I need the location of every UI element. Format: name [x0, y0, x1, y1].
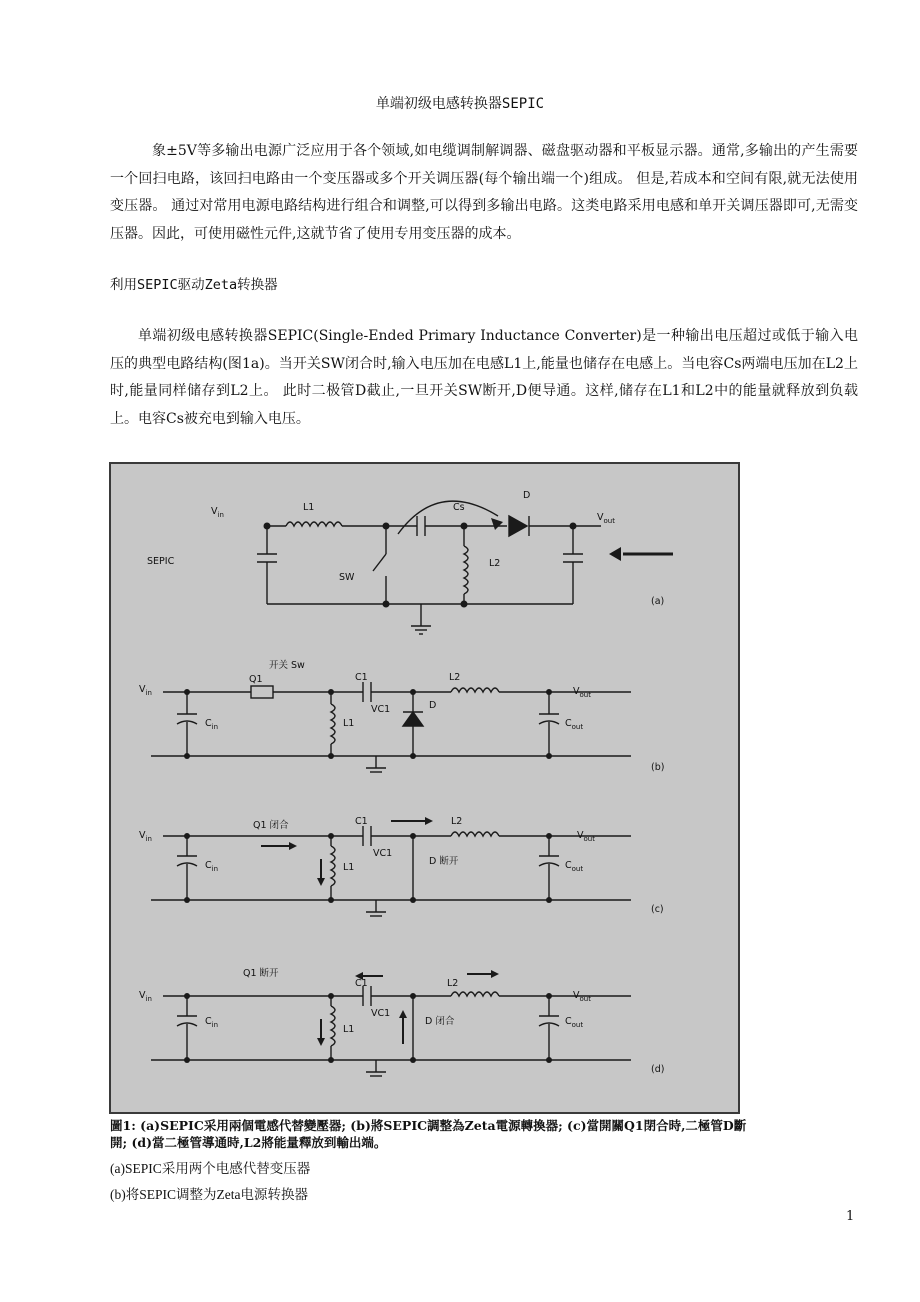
d-vin-label: $V_{in}$: [139, 990, 152, 1003]
d-vc1-label: VC1: [371, 1008, 391, 1019]
c-c1-label: C1: [355, 816, 368, 827]
d-d-label: D 闭合: [425, 1016, 455, 1027]
b-vc1-label: VC1: [371, 704, 391, 715]
a-d-label: D: [523, 490, 531, 501]
a-tag: (a): [651, 596, 665, 607]
c-vin-label: $V_{in}$: [139, 830, 152, 843]
sepic-paragraph: 单端初级电感转换器SEPIC(Single-Ended Primary Inductance Converter)是一种输出电压超过或低于输入电压的典型电路结构(图1a)。当开关SW闭合时,输入电压加在电感L1上,能量也储存在电感上。当电容Cs两端电压加在L2上时,能量同样储存到L2上。 此时二极管D截止,一旦开关SW断开,D便导通。这样,储存在L1和L2中的能量就释放到负载上。电容Cs被充电到输入电压。: [110, 328, 858, 427]
c-d-label: D 断开: [429, 856, 459, 867]
d-vout-label: $V_{out}$: [573, 990, 591, 1003]
b-c1-label: C1: [355, 672, 368, 683]
b-d-label: D: [429, 700, 437, 711]
b-tag: (b): [651, 762, 665, 773]
c-vout-label: $V_{out}$: [577, 830, 595, 843]
d-l1-label: L1: [343, 1024, 355, 1035]
a-cs-label: Cs: [453, 502, 465, 513]
b-cin-label: $C_{in}$: [205, 718, 219, 731]
c-l2-label: L2: [451, 816, 463, 827]
a-vin-label: $V_{in}$: [211, 506, 224, 519]
document-title: 单端初级电感转换器SEPIC: [375, 96, 545, 112]
c-cin-label: $C_{in}$: [205, 860, 219, 873]
section-heading: 利用SEPIC驱动Zeta转换器: [110, 277, 278, 293]
b-cout-label: $C_{out}$: [565, 718, 584, 731]
a-sw-label: SW: [339, 572, 355, 583]
subcaption-a: (a)SEPIC采用两个电感代替变压器: [110, 1161, 311, 1176]
page-number: 1: [846, 1209, 855, 1224]
a-vout-label: $V_{out}$: [597, 512, 615, 525]
subcaption-b: (b)将SEPIC调整为Zeta电源转换器: [110, 1187, 308, 1202]
c-q1-label: Q1 闭合: [253, 820, 289, 831]
c-tag: (c): [651, 904, 664, 915]
b-q1-label: Q1: [249, 674, 263, 685]
d-tag: (d): [651, 1064, 665, 1075]
a-l2-label: L2: [489, 558, 501, 569]
d-cin-label: $C_{in}$: [205, 1016, 219, 1029]
b-l2-label: L2: [449, 672, 461, 683]
b-l1-label: L1: [343, 718, 355, 729]
b-switch-label: 开关 Sw: [269, 660, 305, 671]
circuit-diagrams: [111, 464, 740, 1114]
intro-paragraph: 象±5V等多输出电源广泛应用于各个领域,如电缆调制解调器、磁盘驱动器和平板显示器。通常,多输出的产生需要一个回扫电路，该回扫电路由一个变压器或多个开关调压器(每个输出端一个)组成。 但是,若成本和空间有限,就无法使用变压器。 通过对常用电源电路结构进行组合和调整,可以得到多输出电路。这类电路采用电感和单开关调压器即可,无需变压器。因此，可使用磁性元件,这就节省了使用专用变压器的成本。: [110, 143, 858, 242]
b-vout-label: $V_{out}$: [573, 686, 591, 699]
c-vc1-label: VC1: [373, 848, 393, 859]
a-l1-label: L1: [303, 502, 315, 513]
d-q1-label: Q1 断开: [243, 968, 279, 979]
b-vin-label: $V_{in}$: [139, 684, 152, 697]
c-l1-label: L1: [343, 862, 355, 873]
circuit-figure: [109, 462, 740, 1114]
d-l2-label: L2: [447, 978, 459, 989]
d-c1-label: C1: [355, 978, 368, 989]
a-sepic-label: SEPIC: [147, 556, 175, 567]
c-cout-label: $C_{out}$: [565, 860, 584, 873]
figure-caption: 圖1: (a)SEPIC采用兩個電感代替變壓器; (b)將SEPIC調整為Zeta電源轉換器; (c)當開關Q1閉合時,二極管D斷開; (d)當二極管導通時,L2將能量釋放到輸出端。: [110, 1118, 747, 1150]
d-cout-label: $C_{out}$: [565, 1016, 584, 1029]
